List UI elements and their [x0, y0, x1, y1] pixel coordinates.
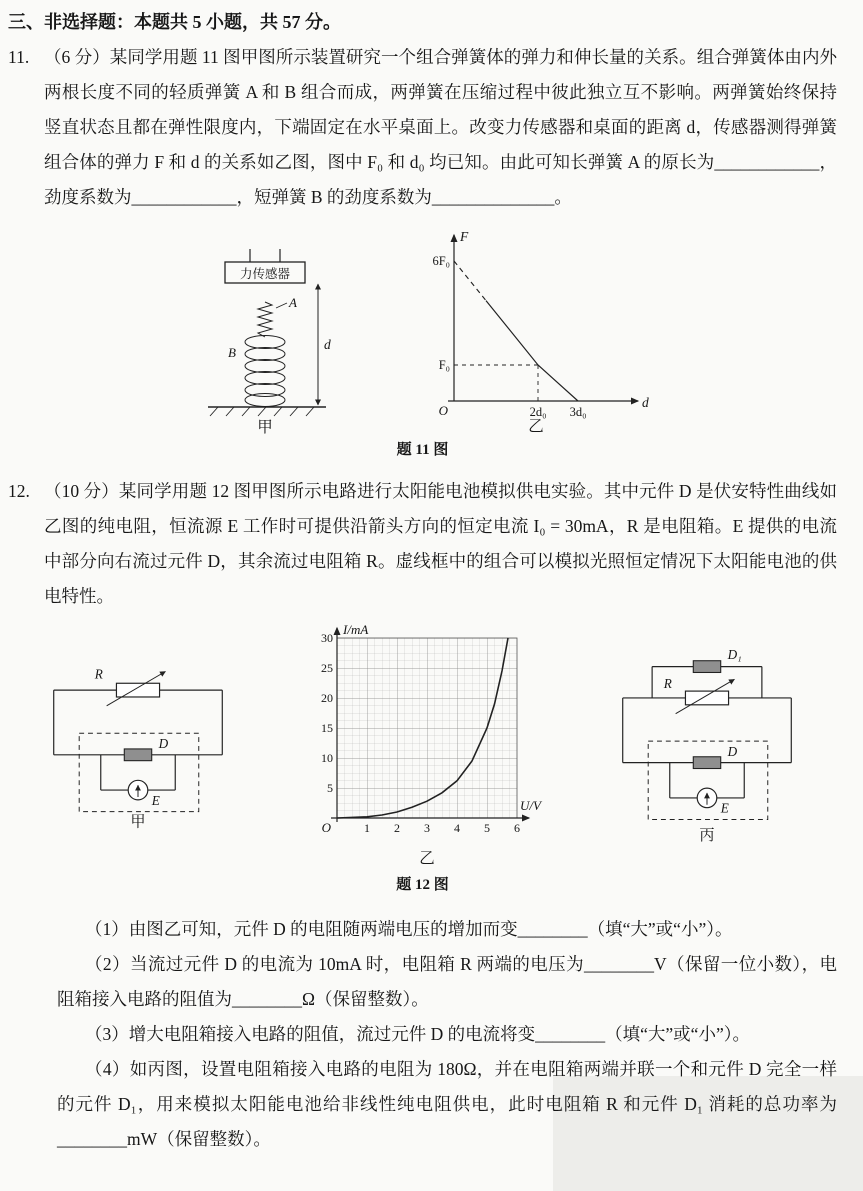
- figure-12-circuit-jia: [40, 659, 236, 831]
- question-12: [8, 474, 837, 614]
- y-tick-30: 30: [320, 630, 333, 645]
- x-axis-label: U/V: [519, 797, 541, 813]
- x-tick-3d0: 3d₀: [569, 405, 587, 419]
- y-tick-25: 25: [320, 660, 333, 675]
- figure-11-apparatus: [194, 247, 354, 435]
- x-tick-5: 5: [483, 820, 490, 835]
- origin-label: O: [321, 819, 331, 835]
- sub-figure-label-yi: 乙: [418, 849, 435, 867]
- sensor-mount: [250, 249, 280, 262]
- x-tick-2d0: 2d₀: [529, 405, 547, 419]
- figure-11: [8, 223, 837, 435]
- spring-b-coil: [245, 336, 285, 407]
- sub-figure-label-jia: 甲: [257, 419, 273, 435]
- sub-figure-label-bing: 丙: [699, 826, 715, 844]
- part-2: （2）当流过元件 D 的电流为 10mA 时，电阻箱 R 两端的电压为________V（保留一位小数），电阻箱接入电路的阻值为________Ω（保留整数）。: [57, 954, 837, 1009]
- y-axis-label: F: [460, 229, 469, 244]
- origin-label: O: [438, 403, 448, 418]
- element-d1-symbol: [693, 660, 720, 672]
- resistance-box-symbol: [685, 691, 728, 705]
- fd-line: [486, 301, 578, 401]
- part-3: （3）增大电阻箱接入电路的阻值，流过元件 D 的电流将变________（填“大”或“小”）。: [85, 1024, 750, 1044]
- part-4: （4）如丙图，设置电阻箱接入电路的电阻为 180Ω，并在电阻箱两端并联一个和元件 D 完全一样的元件 D₁，用来模拟太阳能电池给非线性纯电阻供电，此时电阻箱 R 和元件 D₁ 消耗的总功率为________mW（保留整数）。: [57, 1059, 837, 1149]
- table-hatching: [210, 407, 314, 416]
- fd-line-dashed-top: [454, 261, 486, 301]
- spring-a: [258, 302, 272, 337]
- element-d-label: D: [727, 743, 738, 759]
- resistance-box-symbol: [116, 683, 159, 697]
- question-11-text: （6 分）某同学用题 11 图甲图所示装置研究一个组合弹簧体的弹力和伸长量的关系。组合弹簧体由内外两根长度不同的轻质弹簧 A 和 B 组合而成，两弹簧在压缩过程中彼此独立互不影响。两弹簧始终保持竖直状态且都在弹性限度内，下端固定在水平桌面上。改变力传感器和桌面的距离 d，传感器测得弹簧组合体的弹力 F 和 d 的关系如乙图，图中 F₀ 和 d₀ 均已知。由此可知长弹簧 A 的原长为____________，劲度系数为____________，短弹簧 B 的劲度系数为______________。: [44, 47, 837, 207]
- resistance-box-label: R: [94, 665, 103, 681]
- figure-12: [8, 620, 837, 870]
- figure-12-vi-graph: [301, 620, 545, 870]
- y-tick-15: 15: [320, 720, 333, 735]
- figure-12-caption: 题 12 图: [396, 876, 449, 893]
- spring-b-label: B: [228, 345, 236, 360]
- f0-tick-label: F₀: [438, 358, 450, 372]
- spring-a-label: A: [289, 295, 297, 310]
- question-12-text: （10 分）某同学用题 12 图甲图所示电路进行太阳能电池模拟供电实验。其中元件 D 是伏安特性曲线如乙图的纯电阻，恒流源 E 工作时可提供沿箭头方向的恒定电流 I₀ = 30mA，R 是电阻箱。E 提供的电流中部分向右流过元件 D，其余流过电阻箱 R。虚线框中的组合可以模拟光照恒定情况下太阳能电池的供电特性。: [44, 480, 837, 606]
- figure-12-circuit-bing: [609, 645, 805, 845]
- y-tick-10: 10: [320, 750, 333, 765]
- distance-label: d: [324, 337, 331, 352]
- x-tick-1: 1: [363, 820, 370, 835]
- section-header: 三、非选择题：本题共 5 小题，共 57 分。: [8, 12, 341, 32]
- question-11-number: 11.: [8, 47, 30, 67]
- grid-major: [337, 638, 517, 818]
- force-sensor-label: 力传感器: [239, 267, 291, 281]
- element-d-symbol: [124, 748, 151, 760]
- question-12-parts: [57, 912, 837, 1157]
- sub-figure-label-jia: 甲: [130, 812, 146, 830]
- circuit-wires: [623, 666, 792, 797]
- y-tick-20: 20: [320, 690, 333, 705]
- element-d-label: D: [158, 735, 169, 751]
- figure-11-caption: 题 11 图: [396, 442, 449, 458]
- question-12-number: 12.: [8, 480, 30, 501]
- x-tick-3: 3: [423, 820, 430, 835]
- y-intercept-label: 6F₀: [432, 254, 450, 268]
- y-axis-label: I/mA: [342, 621, 368, 637]
- element-d-symbol: [693, 756, 720, 768]
- x-tick-4: 4: [453, 820, 460, 835]
- figure-11-graph: [416, 223, 651, 435]
- element-d1-label: D₁: [727, 646, 742, 662]
- resistance-box-label: R: [663, 675, 672, 691]
- label-a-pointer: [276, 303, 287, 308]
- y-tick-5: 5: [326, 780, 333, 795]
- sub-figure-label-yi: 乙: [528, 418, 544, 435]
- x-axis-label: d: [642, 395, 649, 410]
- x-tick-2: 2: [393, 820, 400, 835]
- part-1: （1）由图乙可知，元件 D 的电阻随两端电压的增加而变________（填“大”或“小”）。: [85, 919, 733, 939]
- source-label: E: [151, 792, 160, 808]
- question-11: [8, 40, 837, 215]
- x-tick-6: 6: [513, 820, 520, 835]
- source-label: E: [720, 800, 729, 816]
